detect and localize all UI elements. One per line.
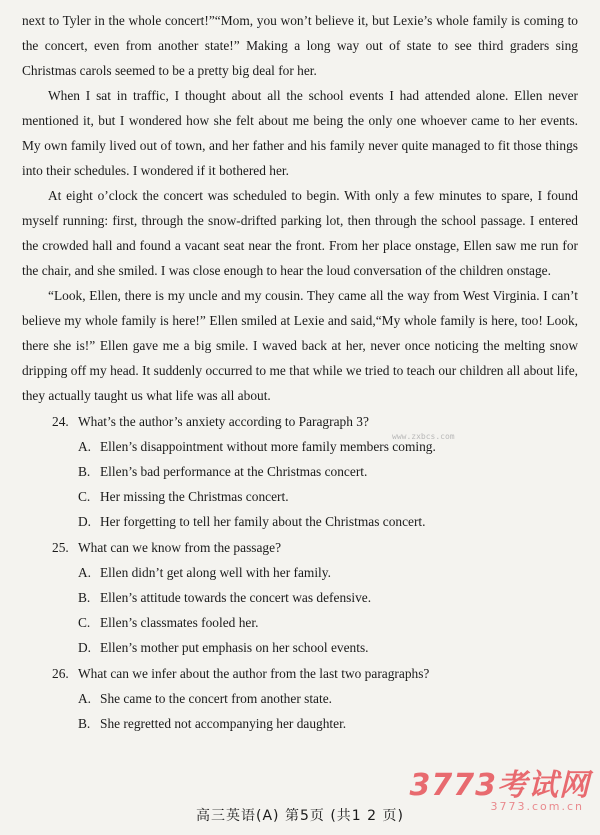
question-number: 25. xyxy=(52,540,69,555)
passage-paragraph-4: “Look, Ellen, there is my uncle and my cousin. They came all the way from West Virginia. I can’t believe my whole family is here!” Ellen smiled at Lexie and said,“My whole family is here, too! Look, there she is!” Ellen gave me a big smile. I waved back at her, never once noticing the melting snow dripping off my head. It suddenly occurred to me that while we tried to teach our children all about life, they actually taught us what life was all about. xyxy=(22,288,578,403)
option-d xyxy=(22,635,578,660)
option-letter: A. xyxy=(78,439,92,454)
option-letter: D. xyxy=(78,640,92,655)
question-number: 26. xyxy=(52,666,69,681)
question-25 xyxy=(22,535,578,660)
question-text: What’s the author’s anxiety according to Paragraph 3? xyxy=(78,414,369,429)
option-d xyxy=(22,509,578,534)
option-letter: D. xyxy=(78,514,92,529)
passage-paragraph-2: When I sat in traffic, I thought about all the school events I had attended alone. Ellen never mentioned it, but I wondered how she felt about me being the only one whoever came to her events. My own family lived out of town, and her father and his family never quite managed to fit those things into their schedules. I wondered if it bothered her. xyxy=(22,88,578,178)
option-text: Ellen didn’t get along well with her family. xyxy=(100,565,331,580)
option-a xyxy=(22,686,578,711)
option-letter: B. xyxy=(78,716,91,731)
option-text: Her forgetting to tell her family about the Christmas concert. xyxy=(100,514,426,529)
option-text: Ellen’s disappointment without more family members coming. xyxy=(100,439,436,454)
watermark-url: 3773.com.cn xyxy=(490,800,584,813)
option-text: She regretted not accompanying her daughter. xyxy=(100,716,347,731)
option-letter: B. xyxy=(78,464,91,479)
question-24 xyxy=(22,409,578,534)
question-text: What can we know from the passage? xyxy=(78,540,282,555)
question-26 xyxy=(22,661,578,736)
option-c xyxy=(22,610,578,635)
option-a xyxy=(22,560,578,585)
question-stem xyxy=(22,535,578,560)
option-letter: B. xyxy=(78,590,91,605)
passage-paragraph-1: next to Tyler in the whole concert!”“Mom, you won’t believe it, but Lexie’s whole family is coming to the concert, even from another state!” Making a long way out of state to see third graders sing Christmas carols seemed to be a pretty big deal for her. xyxy=(22,13,578,78)
option-text: Ellen’s bad performance at the Christmas concert. xyxy=(100,464,368,479)
option-text: Ellen’s mother put emphasis on her school events. xyxy=(100,640,369,655)
option-text: Ellen’s attitude towards the concert was defensive. xyxy=(100,590,372,605)
question-number: 24. xyxy=(52,414,69,429)
question-stem xyxy=(22,409,578,434)
faint-watermark-url: www.zxbcs.com xyxy=(392,432,455,441)
option-letter: C. xyxy=(78,489,91,504)
option-letter: C. xyxy=(78,615,91,630)
passage-paragraph-3: At eight o’clock the concert was scheduled to begin. With only a few minutes to spare, I found myself running: first, through the snow-drifted parking lot, then through the school passage. I entered the crowded hall and found a vacant seat near the front. From her place onstage, Ellen saw me run for the chair, and she smiled. I was close enough to hear the loud conversation of the children onstage. xyxy=(22,188,578,278)
option-letter: A. xyxy=(78,565,92,580)
option-a xyxy=(22,434,578,459)
site-watermark xyxy=(410,770,591,813)
page-footer: 高三英语(A) 第5页 (共1 2 页) xyxy=(196,808,404,824)
option-text: She came to the concert from another state. xyxy=(100,691,333,706)
option-text: Ellen’s classmates fooled her. xyxy=(100,615,259,630)
question-stem xyxy=(22,661,578,686)
question-text: What can we infer about the author from the last two paragraphs? xyxy=(78,666,430,681)
option-b xyxy=(22,711,578,736)
option-letter: A. xyxy=(78,691,92,706)
option-text: Her missing the Christmas concert. xyxy=(100,489,289,504)
option-b xyxy=(22,585,578,610)
option-b xyxy=(22,459,578,484)
watermark-logo: 3773考试网 xyxy=(409,768,590,803)
option-c xyxy=(22,484,578,509)
